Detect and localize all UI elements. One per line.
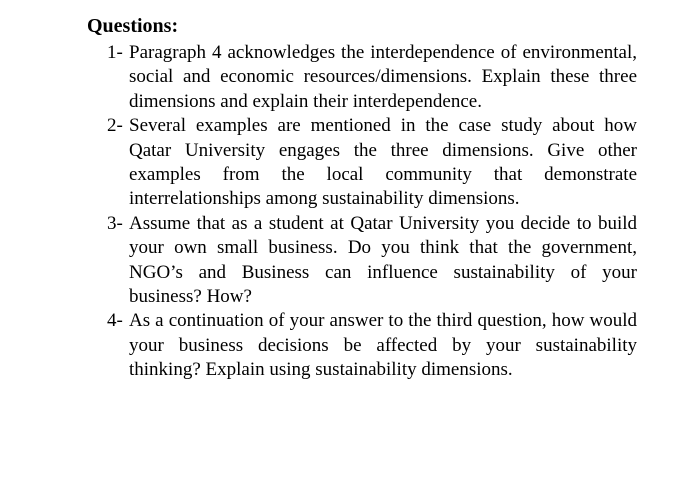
question-text: Several examples are mentioned in the case study about how Qatar University engages the three dimensions. Give other examples from the local community that demonstrate interrelationships among sustainability dimensions.: [129, 115, 637, 210]
question-number: 4-: [107, 310, 123, 332]
question-number: 2-: [107, 115, 123, 137]
question-number: 3-: [107, 212, 123, 234]
questions-heading: Questions:: [87, 15, 179, 37]
question-text: Paragraph 4 acknowledges the interdependence of environmental, social and economic resources/dimensions. Explain these three dimensions and explain their interdependence.: [129, 42, 637, 112]
question-item-1: [107, 41, 637, 114]
question-text: Assume that as a student at Qatar University you decide to build your own small business. Do you think that the government, NGO’s and Business can influence sustainability of your business? How?: [129, 212, 637, 308]
questions-list: [107, 41, 637, 383]
question-item-4: [107, 309, 637, 382]
question-item-2: [107, 114, 637, 212]
question-item-3: [107, 212, 637, 310]
question-number: 1-: [107, 42, 123, 63]
question-text: As a continuation of your answer to the third question, how would your business decisions be affected by your sustainability thinking? Explain using sustainability dimensions.: [129, 310, 637, 381]
